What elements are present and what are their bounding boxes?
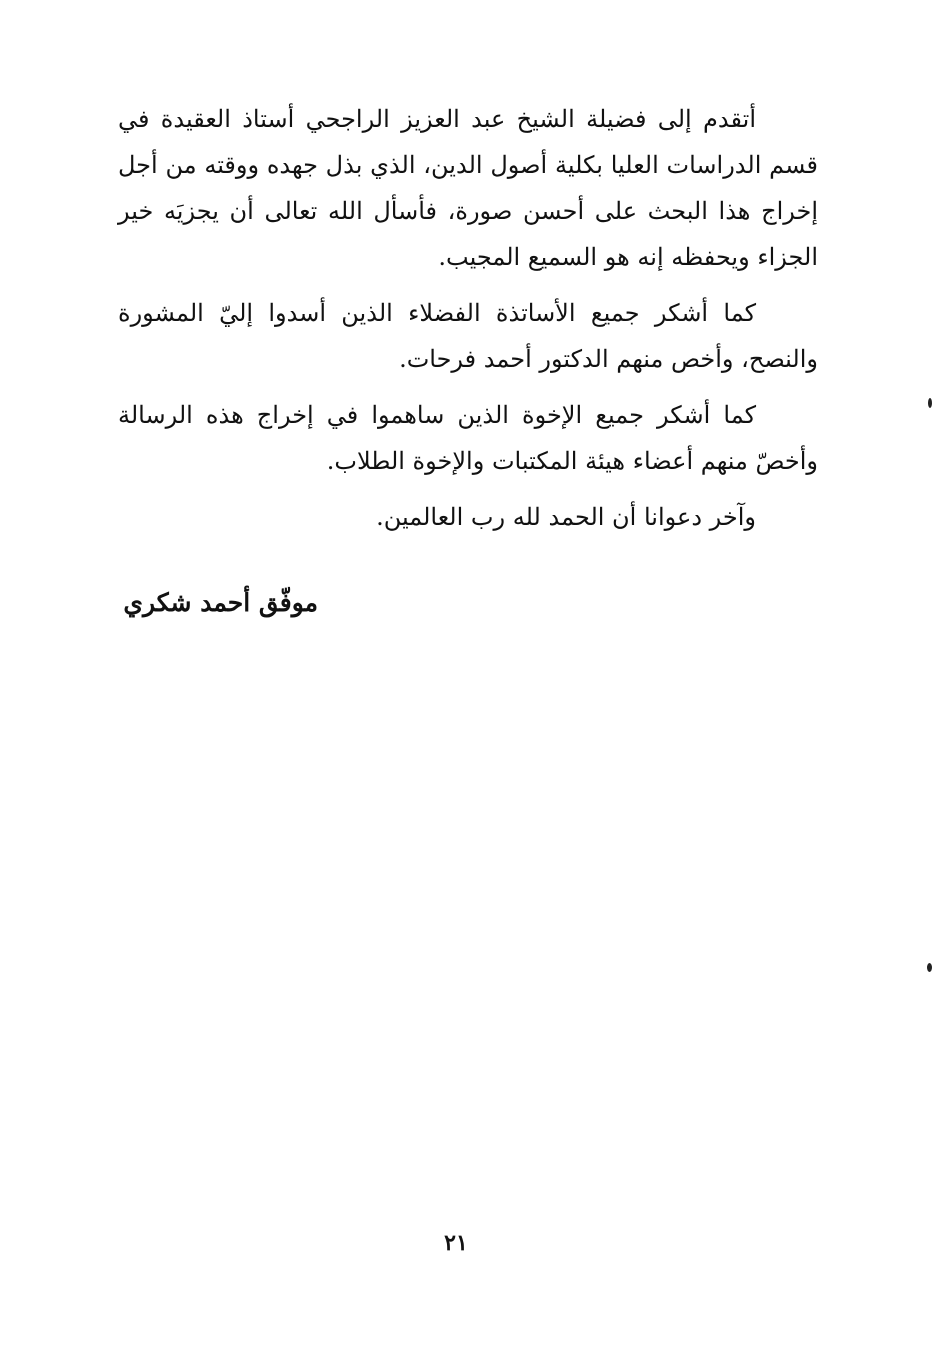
paragraph-thanks-supervisor: أتقدم إلى فضيلة الشيخ عبد العزيز الراجحي أستاذ العقيدة في قسم الدراسات العليا بكلية أصول الدين، الذي بذل جهده ووقته من أجل إخراج هذا البحث على أحسن صورة، فأسأل الله تعالى أن يجزيَه خير الجزاء ويحفظه إنه هو السميع المجيب. (118, 105, 818, 271)
paragraph-thanks-professors: كما أشكر جميع الأساتذة الفضلاء الذين أسدوا إليّ المشورة والنصح، وأخص منهم الدكتور أحمد فرحات. (118, 299, 818, 373)
author-signature: موفّق أحمد شكري (123, 588, 318, 617)
page-number: ٢١ (444, 1230, 468, 1256)
scan-speck (927, 963, 932, 972)
scan-speck (928, 398, 932, 408)
paragraph-thanks-brothers: كما أشكر جميع الإخوة الذين ساهموا في إخراج هذه الرسالة وأخصّ منهم أعضاء هيئة المكتبات والإخوة الطلاب. (118, 401, 818, 475)
acknowledgement-text (118, 96, 818, 550)
paragraph-closing-prayer: وآخر دعوانا أن الحمد لله رب العالمين. (376, 503, 756, 531)
